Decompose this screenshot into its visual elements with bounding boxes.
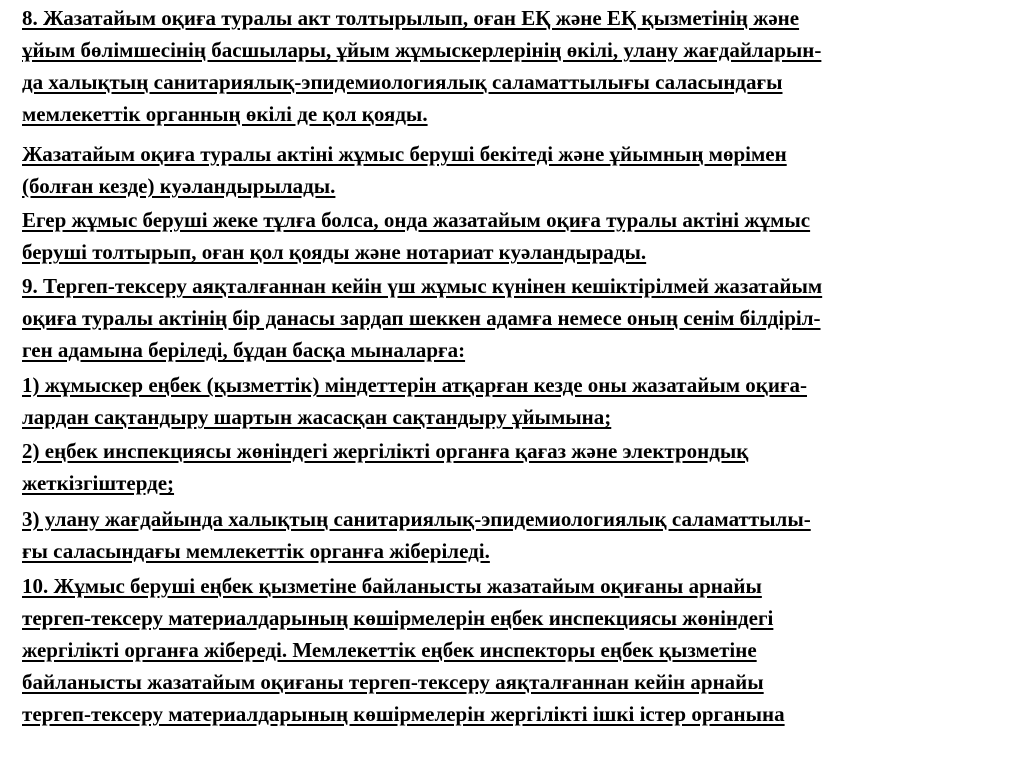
text-line: тергеп-тексеру материалдарының көшірмелерін еңбек инспекциясы жөніндегі <box>22 606 774 630</box>
text-line: да халықтың санитариялық-эпидемиологиялық саламаттылығы саласындағы <box>22 70 783 94</box>
paragraph-number: 10 <box>22 574 43 598</box>
text-line: беруші толтырып, оған қол қояды және нотариат куәландырады. <box>22 240 647 264</box>
text-run: . Жұмыс беруші еңбек қызметіне байланысты жазатайым оқиғаны арнайы <box>43 574 762 598</box>
text-line: 1) жұмыскер еңбек (қызметтік) міндеттерін атқарған кезде оны жазатайым оқиға- <box>22 373 807 397</box>
text-line: (болған кезде) куәландырылады. <box>22 174 336 198</box>
text-line: 3) улану жағдайында халықтың санитариялық-эпидемиологиялық саламаттылы- <box>22 507 811 531</box>
text-line: лардан сақтандыру шартын жасасқан сақтандыру ұйымына; <box>22 405 612 429</box>
text-line: 8. Жазатайым оқиға туралы акт толтырылып, оған ЕҚ және ЕҚ қызметінің және <box>22 6 800 30</box>
text-line: тергеп-тексеру материалдарының көшірмелерін жергілікті ішкі істер органына <box>22 702 785 726</box>
text-line: оқиға туралы актінің бір данасы зардап шеккен адамға немесе оның сенім білдіріл- <box>22 306 821 330</box>
paragraph-10 <box>22 570 1012 730</box>
paragraph-approval <box>22 138 1012 202</box>
text-line: 9. Тергеп-тексеру аяқталғаннан кейін үш жұмыс күнінен кешіктірілмей жазатайым <box>22 274 823 298</box>
text-line: ғы саласындағы мемлекеттік органға жіберіледі. <box>22 539 490 563</box>
text-line: 2) еңбек инспекциясы жөніндегі жергілікті органға қағаз және электрондық <box>22 439 749 463</box>
paragraph-individual-employer <box>22 204 1012 268</box>
list-item-2 <box>22 435 1012 499</box>
list-item-1 <box>22 369 1012 433</box>
text-line <box>22 570 1012 602</box>
paragraph-9 <box>22 270 1012 366</box>
text-line: ұйым бөлімшесінің басшылары, ұйым жұмыскерлерінің өкілі, улану жағдайларын- <box>22 38 822 62</box>
text-line: ген адамына беріледі, бұдан басқа мыналарға: <box>22 338 466 362</box>
text-line: Егер жұмыс беруші жеке тұлға болса, онда жазатайым оқиға туралы актіні жұмыс <box>22 208 811 232</box>
paragraph-8 <box>22 2 1012 130</box>
text-line: жеткізгіштерде; <box>22 471 175 495</box>
text-line: Жазатайым оқиға туралы актіні жұмыс беруші бекітеді және ұйымның мөрімен <box>22 142 787 166</box>
list-item-3 <box>22 503 1012 567</box>
text-line: байланысты жазатайым оқиғаны тергеп-тексеру аяқталғаннан кейін арнайы <box>22 670 764 694</box>
text-line: мемлекеттік органның өкілі де қол қояды. <box>22 102 428 126</box>
text-line: жергілікті органға жібереді. Мемлекеттік еңбек инспекторы еңбек қызметіне <box>22 638 757 662</box>
